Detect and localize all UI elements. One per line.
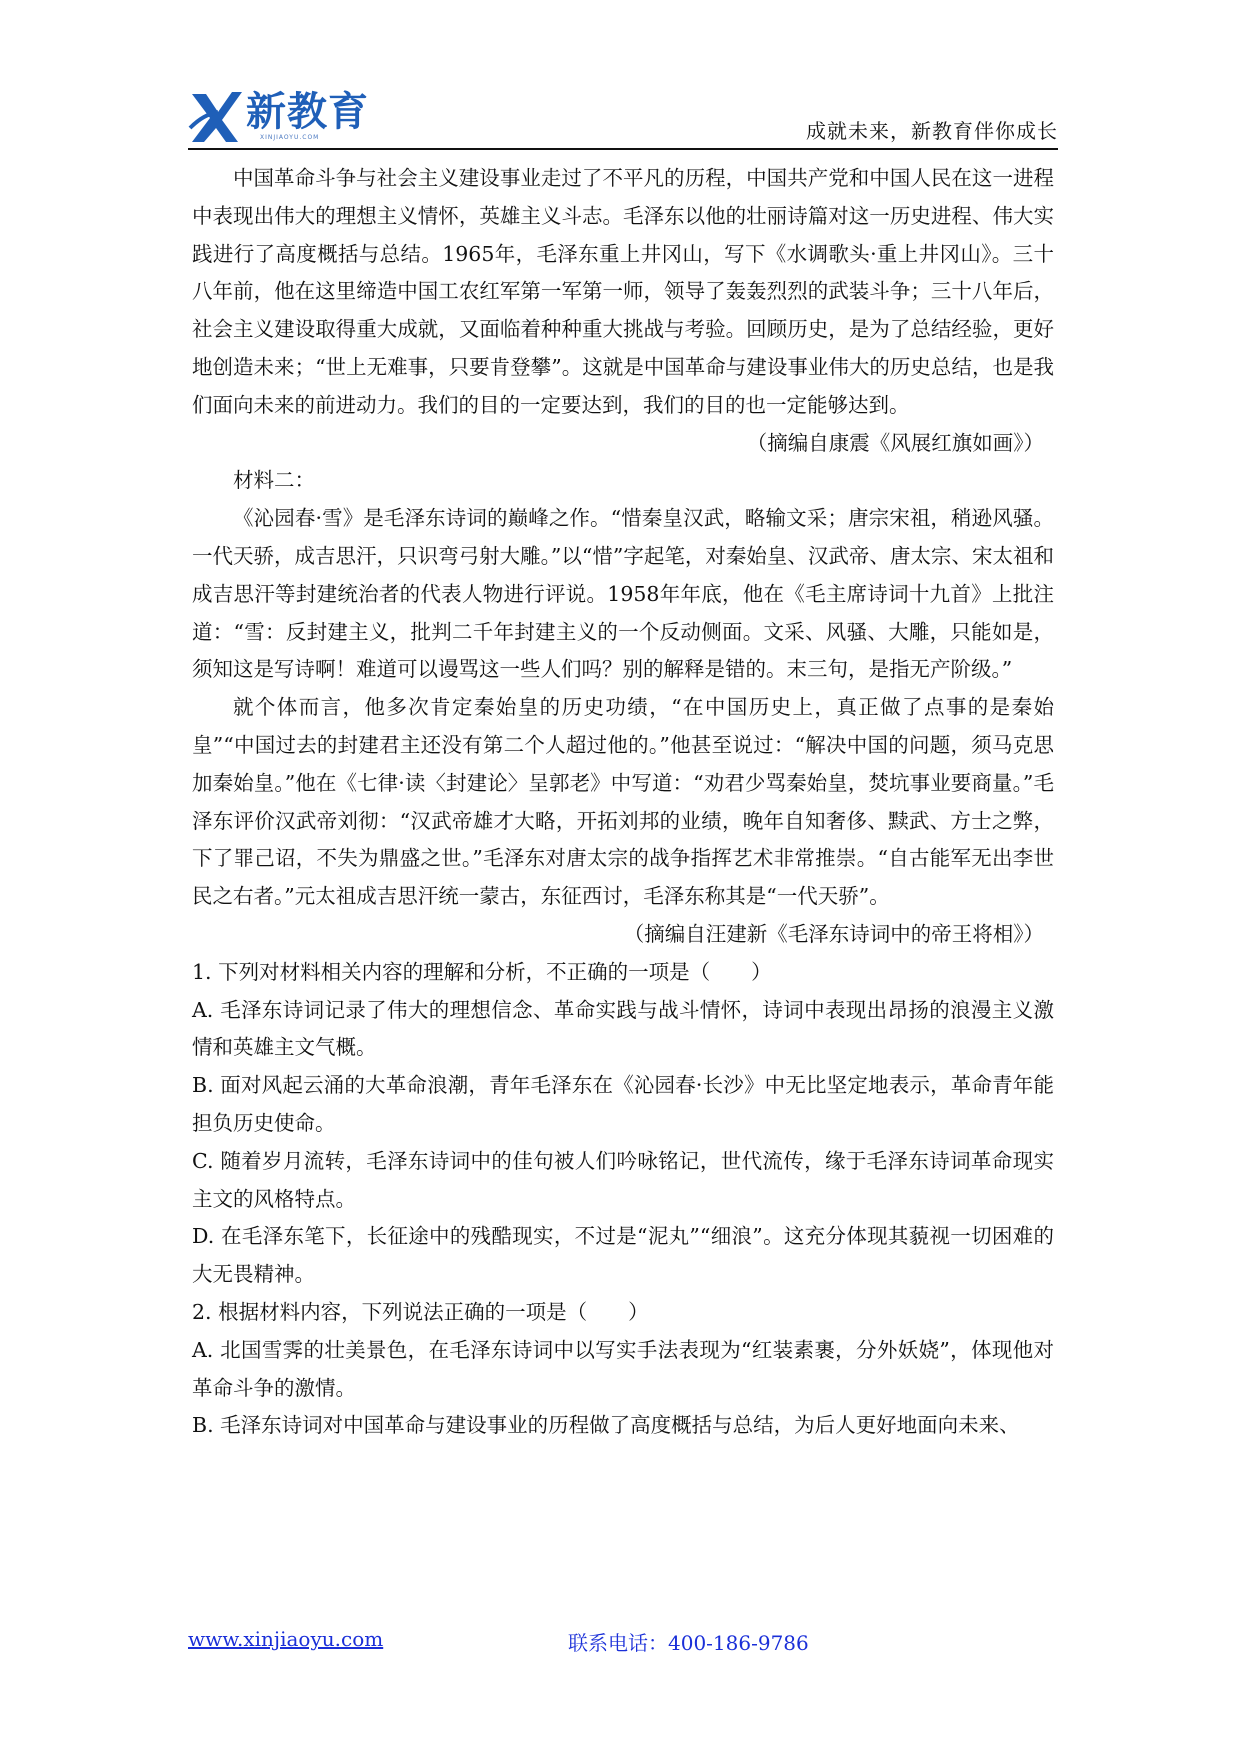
question-1-option-c: C. 随着岁月流转，毛泽东诗词中的佳句被人们吟咏铭记，世代流传，缘于毛泽东诗词革命现实主文的风格特点。 [192,1148,1054,1211]
question-2-option-a: A. 北国雪霁的壮美景色，在毛泽东诗词中以写实手法表现为“红装素裹，分外妖娆”，体现他对革命斗争的激情。 [192,1337,1054,1400]
brand-logo[interactable] [188,88,378,144]
page-header [188,84,1058,150]
question-2: 2. 根据材料内容，下列说法正确的一项是（ ） [192,1299,649,1324]
paragraph-1: 中国革命斗争与社会主义建设事业走过了不平凡的历程，中国共产党和中国人民在这一进程中表现出伟大的理想主义情怀，英雄主义斗志。毛泽东以他的壮丽诗篇对这一历史进程、伟大实践进行了高度概括与总结。1965年，毛泽东重上井冈山，写下《水调歌头·重上井冈山》。三十八年前，他在这里缔造中国工农红军第一军第一师，领导了轰轰烈烈的武装斗争；三十八年后，社会主义建设取得重大成就，又面临着种种重大挑战与考验。回顾历史，是为了总结经验，更好地创造未来；“世上无难事，只要肯登攀”。这就是中国革命与建设事业伟大的历史总结，也是我们面向未来的前进动力。我们的目的一定要达到，我们的目的也一定能够达到。 [192,166,1054,417]
footer-contact-phone: 联系电话：400-186-9786 [568,1631,809,1655]
source-citation-1: （摘编自康震《风展红旗如画》） [746,430,1044,455]
header-slogan: 成就未来，新教育伴你成长 [806,119,1058,143]
brand-name: 新教育 [246,89,369,135]
question-1-option-d: D. 在毛泽东笔下，长征途中的残酷现实，不过是“泥丸”“细浪”。这充分体现其藐视一切困难的大无畏精神。 [192,1224,1054,1287]
question-1-option-b: B. 面对风起云涌的大革命浪潮，青年毛泽东在《沁园春·长沙》中无比坚定地表示，革命青年能担负历史使命。 [192,1073,1054,1135]
header-divider [188,148,1058,150]
question-1-option-a: A. 毛泽东诗词记录了伟大的理想信念、革命实践与战斗情怀，诗词中表现出昂扬的浪漫主义激情和英雄主文气概。 [192,997,1054,1060]
brand-domain: XINJIAOYU.COM [260,134,320,141]
footer-website-link[interactable]: www.xinjiaoyu.com [188,1627,384,1651]
document-body [192,160,1054,1445]
question-1: 1. 下列对材料相关内容的理解和分析，不正确的一项是（ ） [192,959,772,984]
material-2-label: 材料二： [233,468,315,493]
question-2-option-b: B. 毛泽东诗词对中国革命与建设事业的历程做了高度概括与总结，为后人更好地面向未来、 [192,1413,1020,1438]
page-footer [188,1627,1058,1657]
source-citation-2: （摘编自汪建新《毛泽东诗词中的帝王将相》） [623,921,1044,946]
paragraph-3: 就个体而言，他多次肯定秦始皇的历史功绩，“在中国历史上，真正做了点事的是秦始皇”“中国过去的封建君主还没有第二个人超过他的。”他甚至说过：“解决中国的问题，须马克思加秦始皇。”他在《七律·读〈封建论〉呈郭老》中写道：“劝君少骂秦始皇，焚坑事业要商量。”毛泽东评价汉武帝刘彻：“汉武帝雄才大略，开拓刘邦的业绩，晚年自知奢侈、黩武、方士之弊，下了罪己诏，不失为鼎盛之世。”毛泽东对唐太宗的战争指挥艺术非常推崇。“自古能军无出李世民之右者。”元太祖成吉思汗统一蒙古，东征西讨，毛泽东称其是“一代天骄”。 [192,695,1054,909]
x-logo-icon [188,88,244,144]
paragraph-2: 《沁园春·雪》是毛泽东诗词的巅峰之作。“惜秦皇汉武，略输文采；唐宗宋祖，稍逊风骚。一代天骄，成吉思汗，只识弯弓射大雕。”以“惜”字起笔，对秦始皇、汉武帝、唐太宗、宋太祖和成吉思汗等封建统治者的代表人物进行评说。1958年年底，他在《毛主席诗词十九首》上批注道：“雪：反封建主义，批判二千年封建主义的一个反动侧面。文采、风骚、大雕，只能如是，须知这是写诗啊！难道可以谩骂这一些人们吗？别的解释是错的。末三句，是指无产阶级。” [192,506,1054,682]
